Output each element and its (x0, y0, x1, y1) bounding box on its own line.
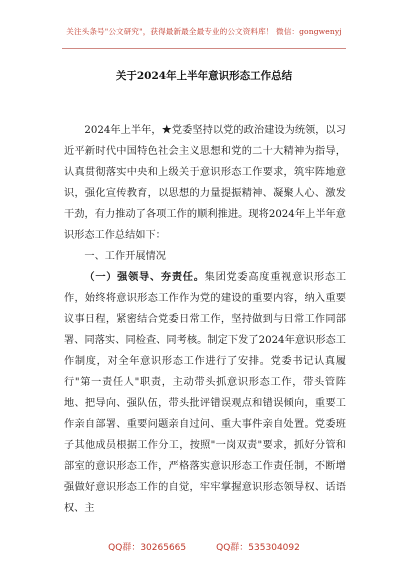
footer-contact (0, 540, 408, 553)
intro-paragraph: 2024年上半年，★党委坚持以党的政治建设为统领，以习近平新时代中国特色社会主义思想和党的二十大精神为指导，认真贯彻落实中央和上级关于意识形态工作要求，筑牢阵地意识，强化宣传教育，以思想的力量提振精神、凝聚人心、激发干劲，有力推动了各项工作的顺利推进。现将2024年上半年意识形态工作总结如下： (64, 125, 346, 241)
header-divider (62, 48, 346, 49)
footer-qq-group-1: QQ群：30265665 (108, 543, 187, 553)
section-heading: 一、工作开展情况 (84, 251, 166, 262)
document-title: 关于2024年上半年意识形态工作总结 (115, 70, 293, 82)
subsection-label: （一）强领导、夯责任。 (84, 271, 205, 283)
document-body (64, 120, 346, 519)
subsection-text: 集团党委高度重视意识形态工作，始终将意识形态工作作为党的建设的重要内容，纳入重要议事日程，紧密结合党委日常工作，坚持做到与日常工作同部署、同落实、同检查、同考核。制定下发了2024年意识形态工作制度，对全年意识形态工作进行了安排。党委书记认真履行"第一责任人"职责，主动带头抓意识形态工作，带头管阵地、把导向、强队伍，带头批评错误观点和错误倾向，重要工作亲自部署、重要问题亲自过问、重大事件亲自处置。党委班子其他成员根据工作分工，按照"一岗双责"要求，抓好分管和部室的意识形态工作，严格落实意识形态工作责任制，不断增强做好意识形态工作的自觉，牢牢掌握意识形态领导权、话语权、主 (64, 272, 347, 514)
subsection-paragraph (64, 267, 346, 519)
footer-qq-group-2: QQ群：535304092 (216, 543, 300, 553)
header-banner: 关注头条号"公文研究"，获得最新最全最专业的公文资料库！ 微信：gongwenyj (66, 27, 342, 36)
